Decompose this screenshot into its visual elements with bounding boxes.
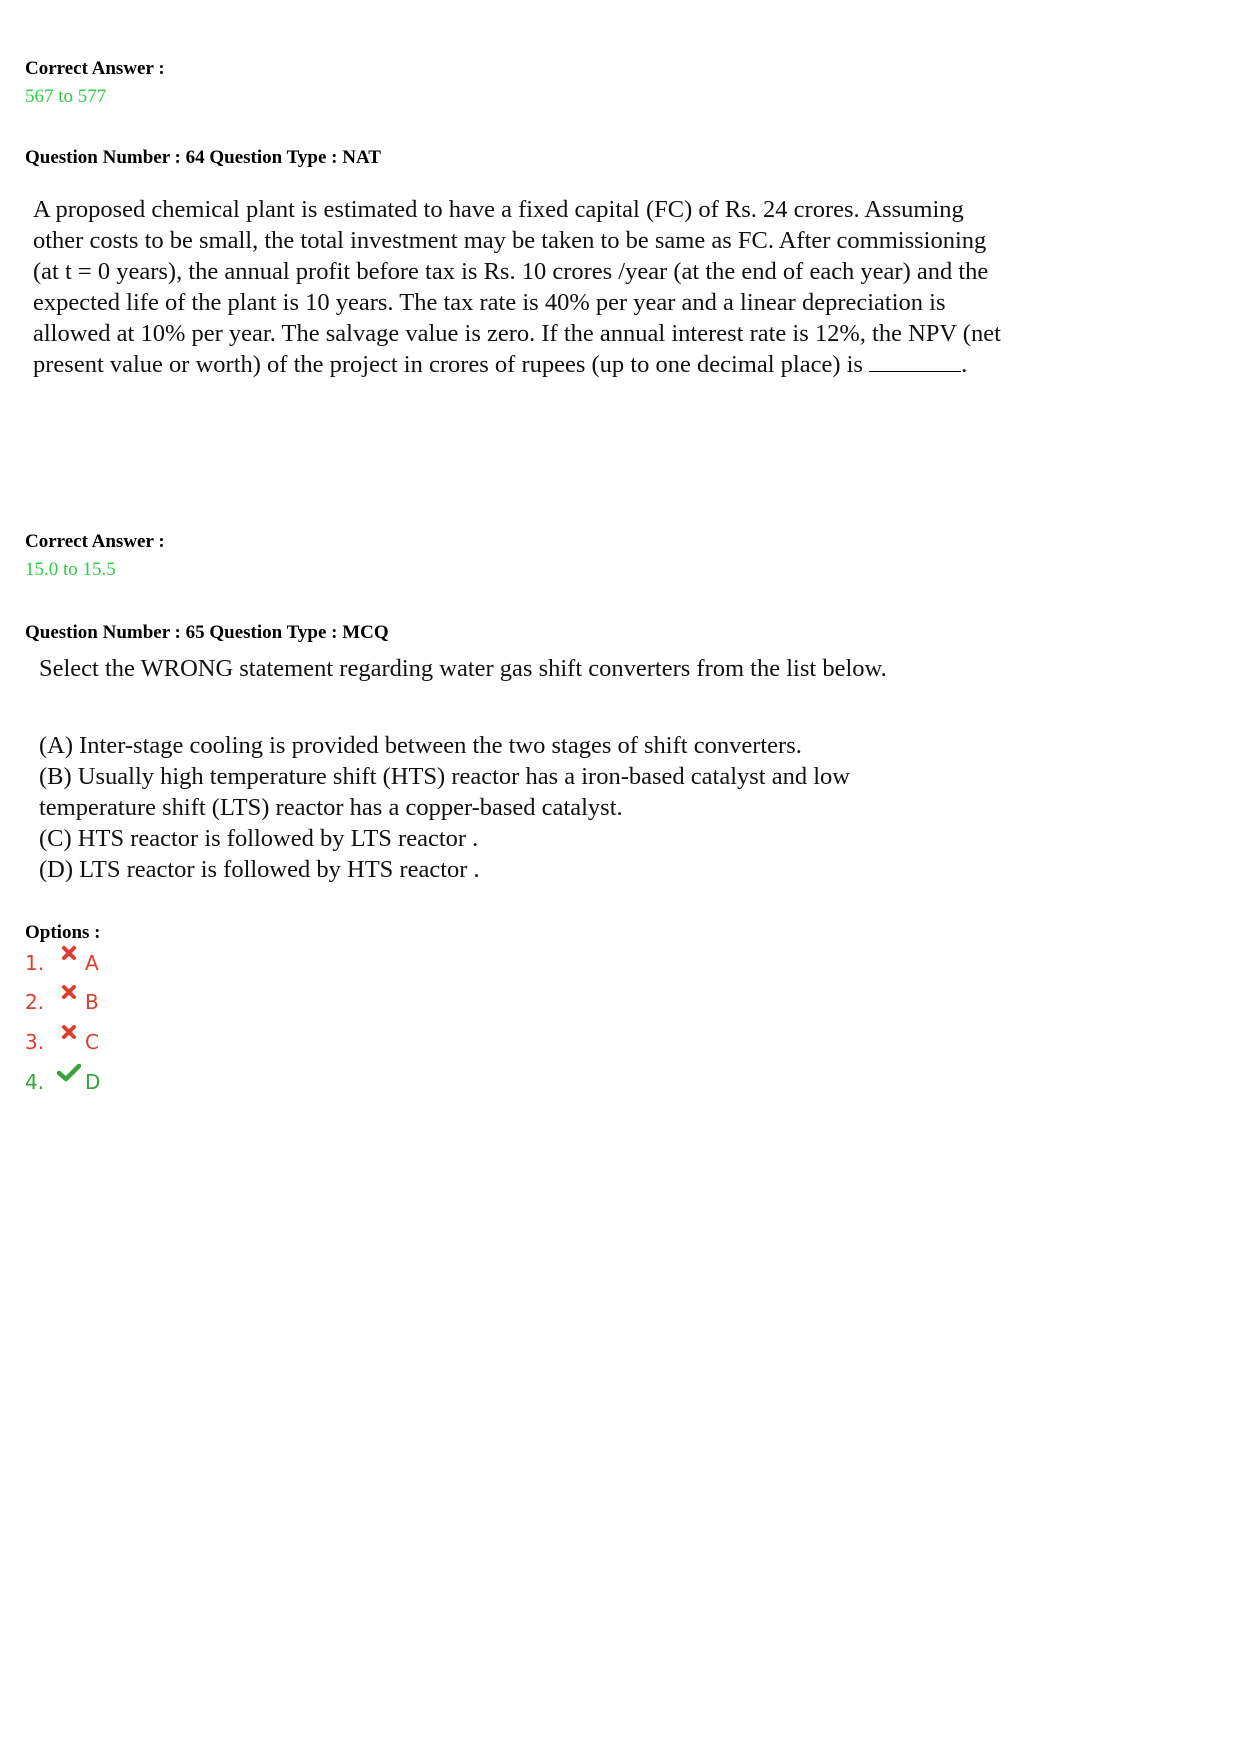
question-line: present value or worth) of the project in crores of rupees (up to one decimal place) is: [33, 351, 870, 378]
question-text: [33, 194, 1001, 380]
blank-suffix: .: [961, 351, 968, 378]
option-letter: C: [85, 1030, 99, 1054]
statement-item: (D) LTS reactor is followed by HTS reactor .: [39, 856, 480, 883]
options-label: Options :: [25, 922, 101, 943]
question-line: allowed at 10% per year. The salvage value is zero. If the annual interest rate is 12%, the NPV (net: [33, 320, 1001, 347]
option-letter: B: [85, 990, 99, 1014]
statement-item: temperature shift (LTS) reactor has a copper-based catalyst.: [39, 794, 623, 821]
option-number: 1.: [25, 951, 45, 975]
statement-item: (A) Inter-stage cooling is provided between the two stages of shift converters.: [39, 732, 802, 759]
option-row-1: [25, 951, 99, 975]
statement-item: (B) Usually high temperature shift (HTS) reactor has a iron-based catalyst and low: [39, 763, 850, 790]
question-header: Question Number : 64 Question Type : NAT: [25, 147, 381, 168]
question-header: Question Number : 65 Question Type : MCQ: [25, 622, 389, 643]
statement-list: [39, 730, 850, 885]
correct-answer-label: Correct Answer :: [25, 58, 165, 79]
option-number: 3.: [25, 1030, 45, 1054]
option-letter: D: [85, 1070, 101, 1094]
question-line-last: [33, 349, 1001, 380]
option-number: 4.: [25, 1070, 45, 1094]
question-stem: [39, 653, 887, 684]
option-row-2: [25, 990, 99, 1014]
statement-item: (C) HTS reactor is followed by LTS reactor .: [39, 825, 479, 852]
cross-icon: [53, 1030, 85, 1054]
question-line: Select the WRONG statement regarding water gas shift converters from the list below.: [39, 655, 887, 682]
question-line: (at t = 0 years), the annual profit before tax is Rs. 10 crores /year (at the end of each year) and the: [33, 258, 989, 285]
cross-icon: [53, 990, 85, 1014]
answer-blank: [869, 351, 961, 372]
question-line: expected life of the plant is 10 years. The tax rate is 40% per year and a linear depreciation is: [33, 289, 946, 316]
option-row-3: [25, 1030, 99, 1054]
question-line: other costs to be small, the total investment may be taken to be same as FC. After commissioning: [33, 227, 987, 254]
option-number: 2.: [25, 990, 45, 1014]
question-line: A proposed chemical plant is estimated to have a fixed capital (FC) of Rs. 24 crores. Assuming: [33, 196, 964, 223]
correct-answer-value: 15.0 to 15.5: [25, 559, 116, 580]
correct-answer-value: 567 to 577: [25, 86, 107, 107]
correct-answer-label: Correct Answer :: [25, 531, 165, 552]
cross-icon: [53, 951, 85, 975]
option-row-4: [25, 1070, 100, 1094]
option-letter: A: [85, 951, 99, 975]
check-icon: [53, 1070, 85, 1094]
